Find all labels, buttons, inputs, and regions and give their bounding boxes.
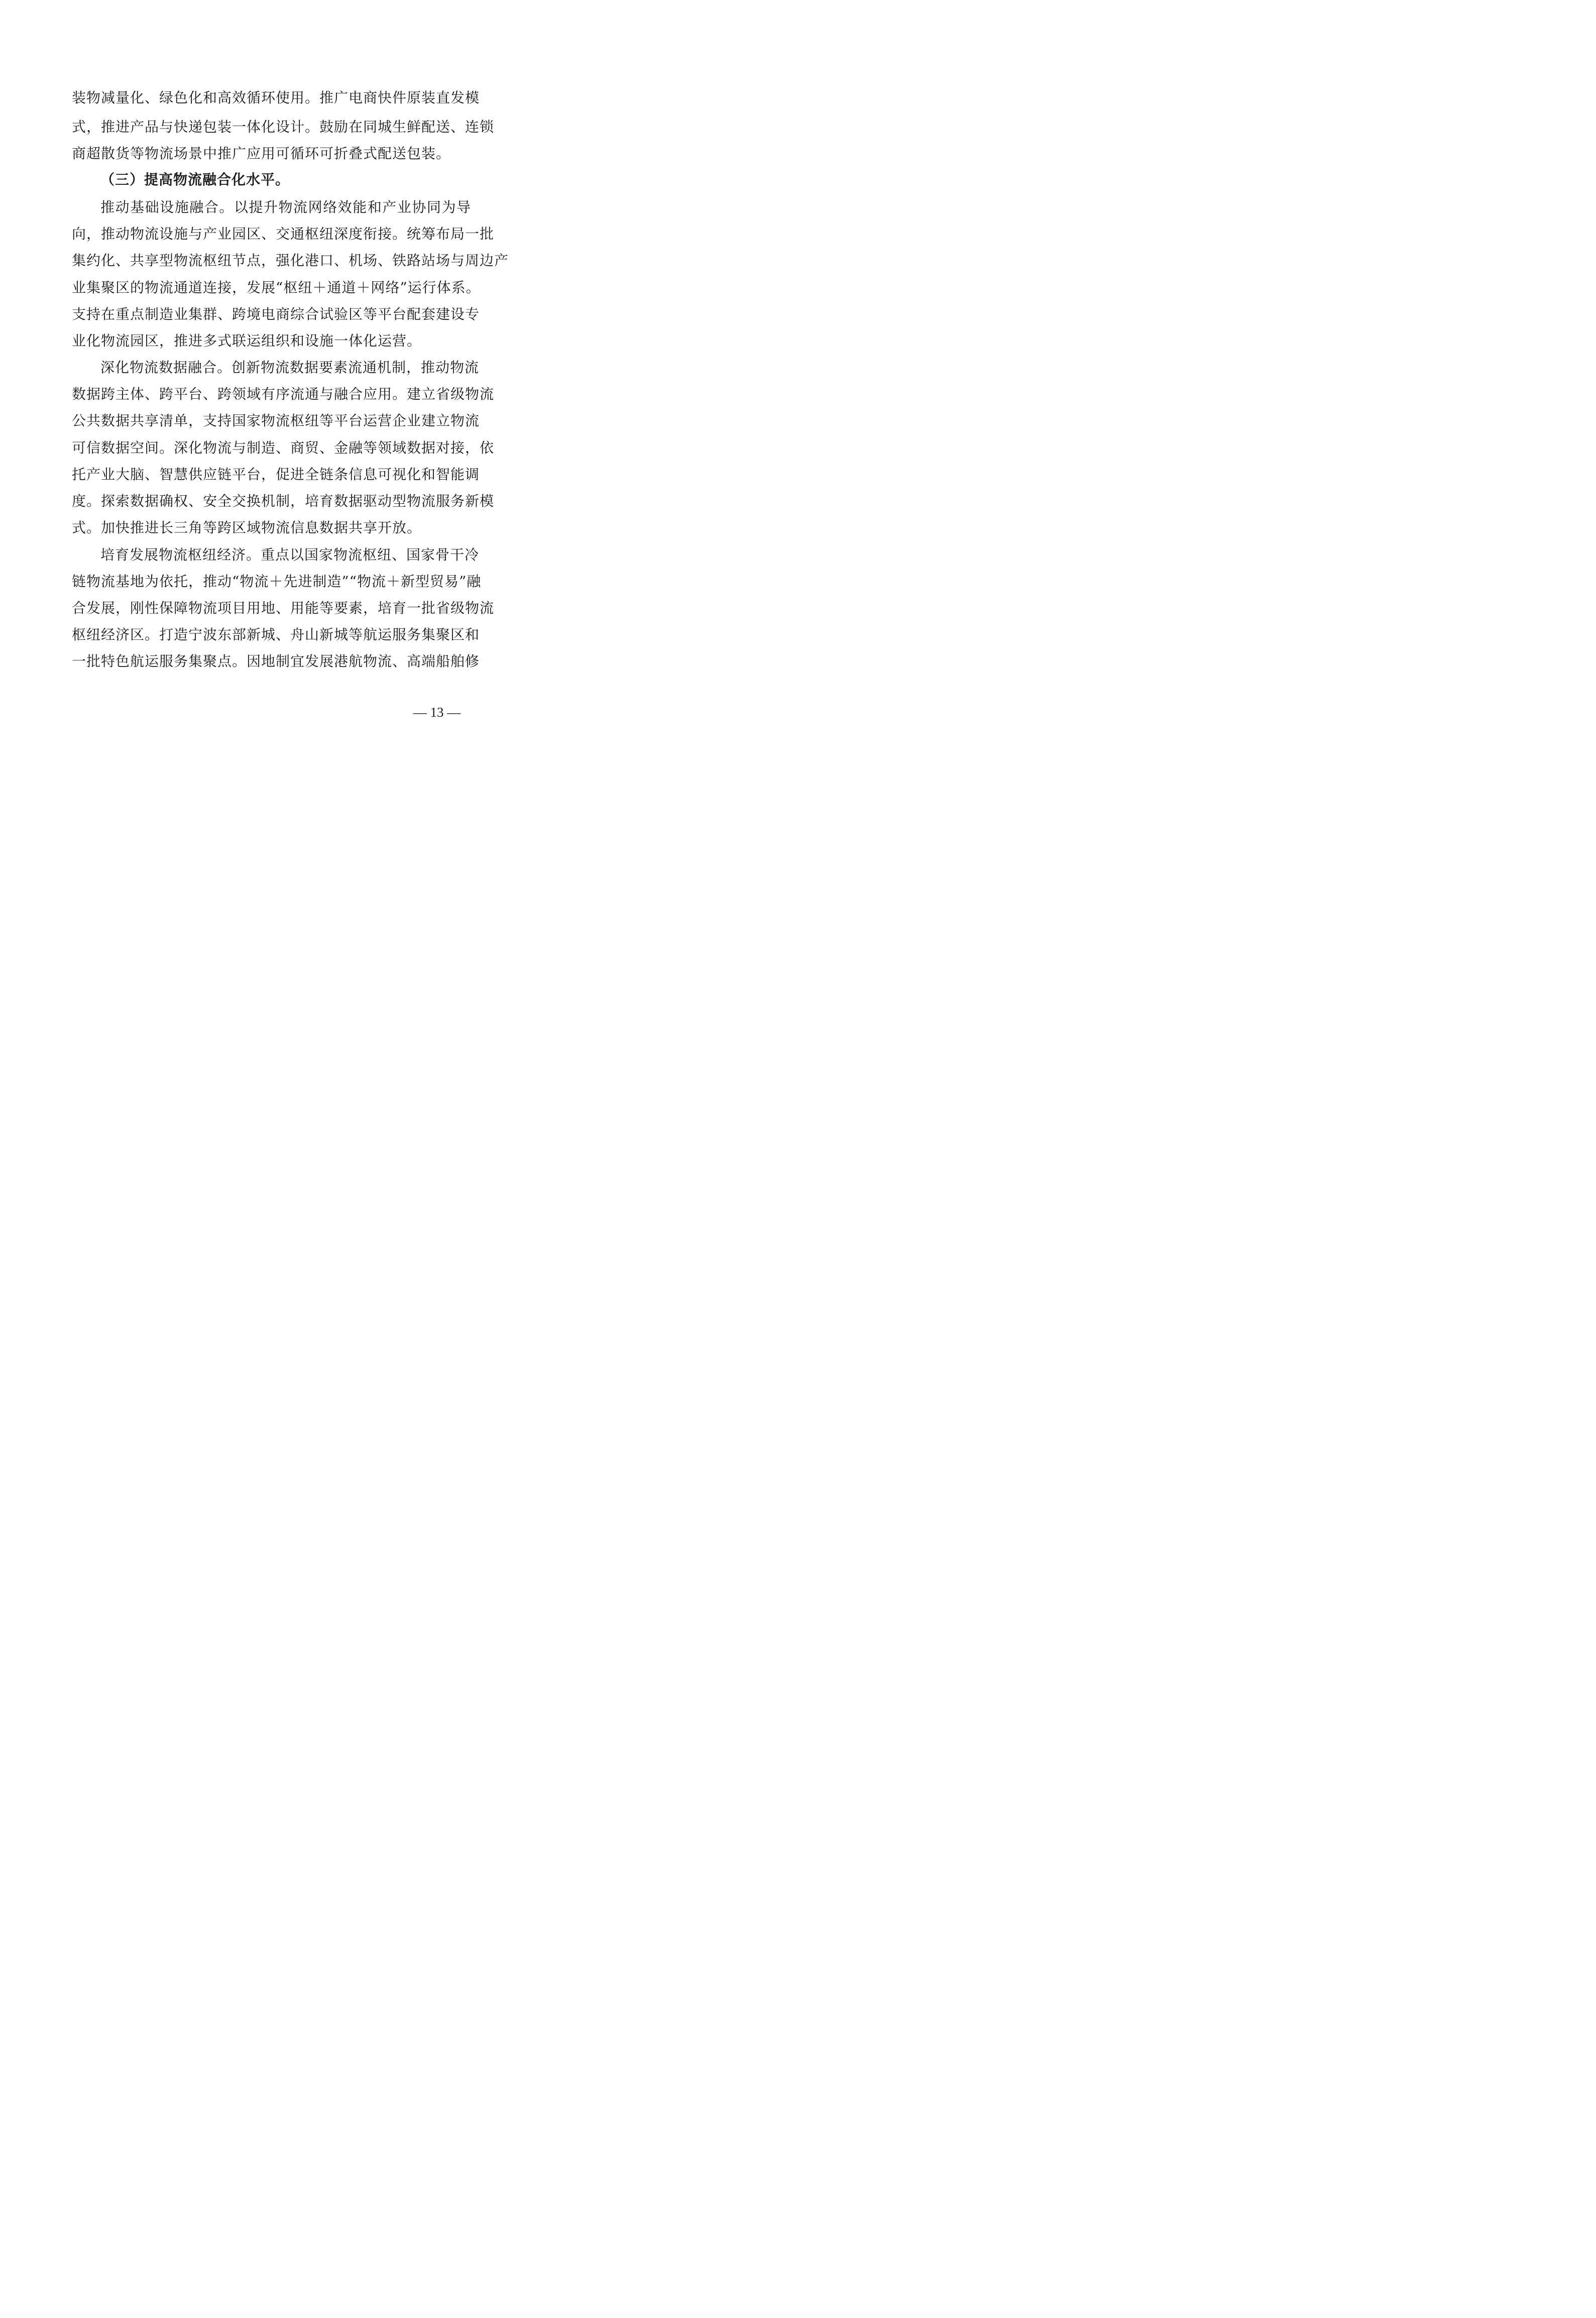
body-line: 装物减量化、绿色化和高效循环使用。推广电商快件原装直发模 — [72, 89, 480, 106]
document-page — [0, 0, 542, 788]
body-line: 公共数据共享清单，支持国家物流枢纽等平台运营企业建立物流 — [72, 412, 480, 429]
body-line: 支持在重点制造业集群、跨境电商综合试验区等平台配套建设专 — [72, 306, 480, 322]
body-line: 式。加快推进长三角等跨区域物流信息数据共享开放。 — [72, 519, 422, 536]
body-line: 业集聚区的物流通道连接，发展“枢纽＋通道＋网络”运行体系。 — [72, 279, 481, 296]
paragraph-first-line: 培育发展物流枢纽经济。重点以国家物流枢纽、国家骨干冷 — [100, 546, 480, 563]
body-line: 一批特色航运服务集聚点。因地制宜发展港航物流、高端船舶修 — [72, 653, 480, 670]
body-line: 度。探索数据确权、安全交换机制，培育数据驱动型物流服务新模 — [72, 493, 495, 509]
body-line: 枢纽经济区。打造宁波东部新城、舟山新城等航运服务集聚区和 — [72, 626, 480, 643]
section-heading: （三）提高物流融合化水平。 — [100, 171, 290, 188]
body-line: 商超散货等物流场景中推广应用可循环可折叠式配送包装。 — [72, 145, 451, 162]
body-line: 合发展，刚性保障物流项目用地、用能等要素，培育一批省级物流 — [72, 600, 495, 616]
body-line: 式，推进产品与快递包装一体化设计。鼓励在同城生鲜配送、连锁 — [72, 119, 495, 135]
body-line: 集约化、共享型物流枢纽节点，强化港口、机场、铁路站场与周边产 — [72, 252, 509, 269]
paragraph-first-line: 推动基础设施融合。以提升物流网络效能和产业协同为导 — [100, 199, 471, 215]
body-line: 可信数据空间。深化物流与制造、商贸、金融等领域数据对接，依 — [72, 439, 495, 456]
body-line: 托产业大脑、智慧供应链平台，促进全链条信息可视化和智能调 — [72, 466, 480, 483]
body-line: 业化物流园区，推进多式联运组织和设施一体化运营。 — [72, 333, 422, 349]
paragraph-first-line: 深化物流数据融合。创新物流数据要素流通机制，推动物流 — [100, 359, 480, 376]
body-line: 数据跨主体、跨平台、跨领域有序流通与融合应用。建立省级物流 — [72, 386, 495, 402]
body-line: 链物流基地为依托，推动“物流＋先进制造”“物流＋新型贸易”融 — [72, 573, 482, 590]
body-line: 向，推动物流设施与产业园区、交通枢纽深度衔接。统筹布局一批 — [72, 226, 495, 242]
page-number: — 13 — — [413, 705, 461, 720]
